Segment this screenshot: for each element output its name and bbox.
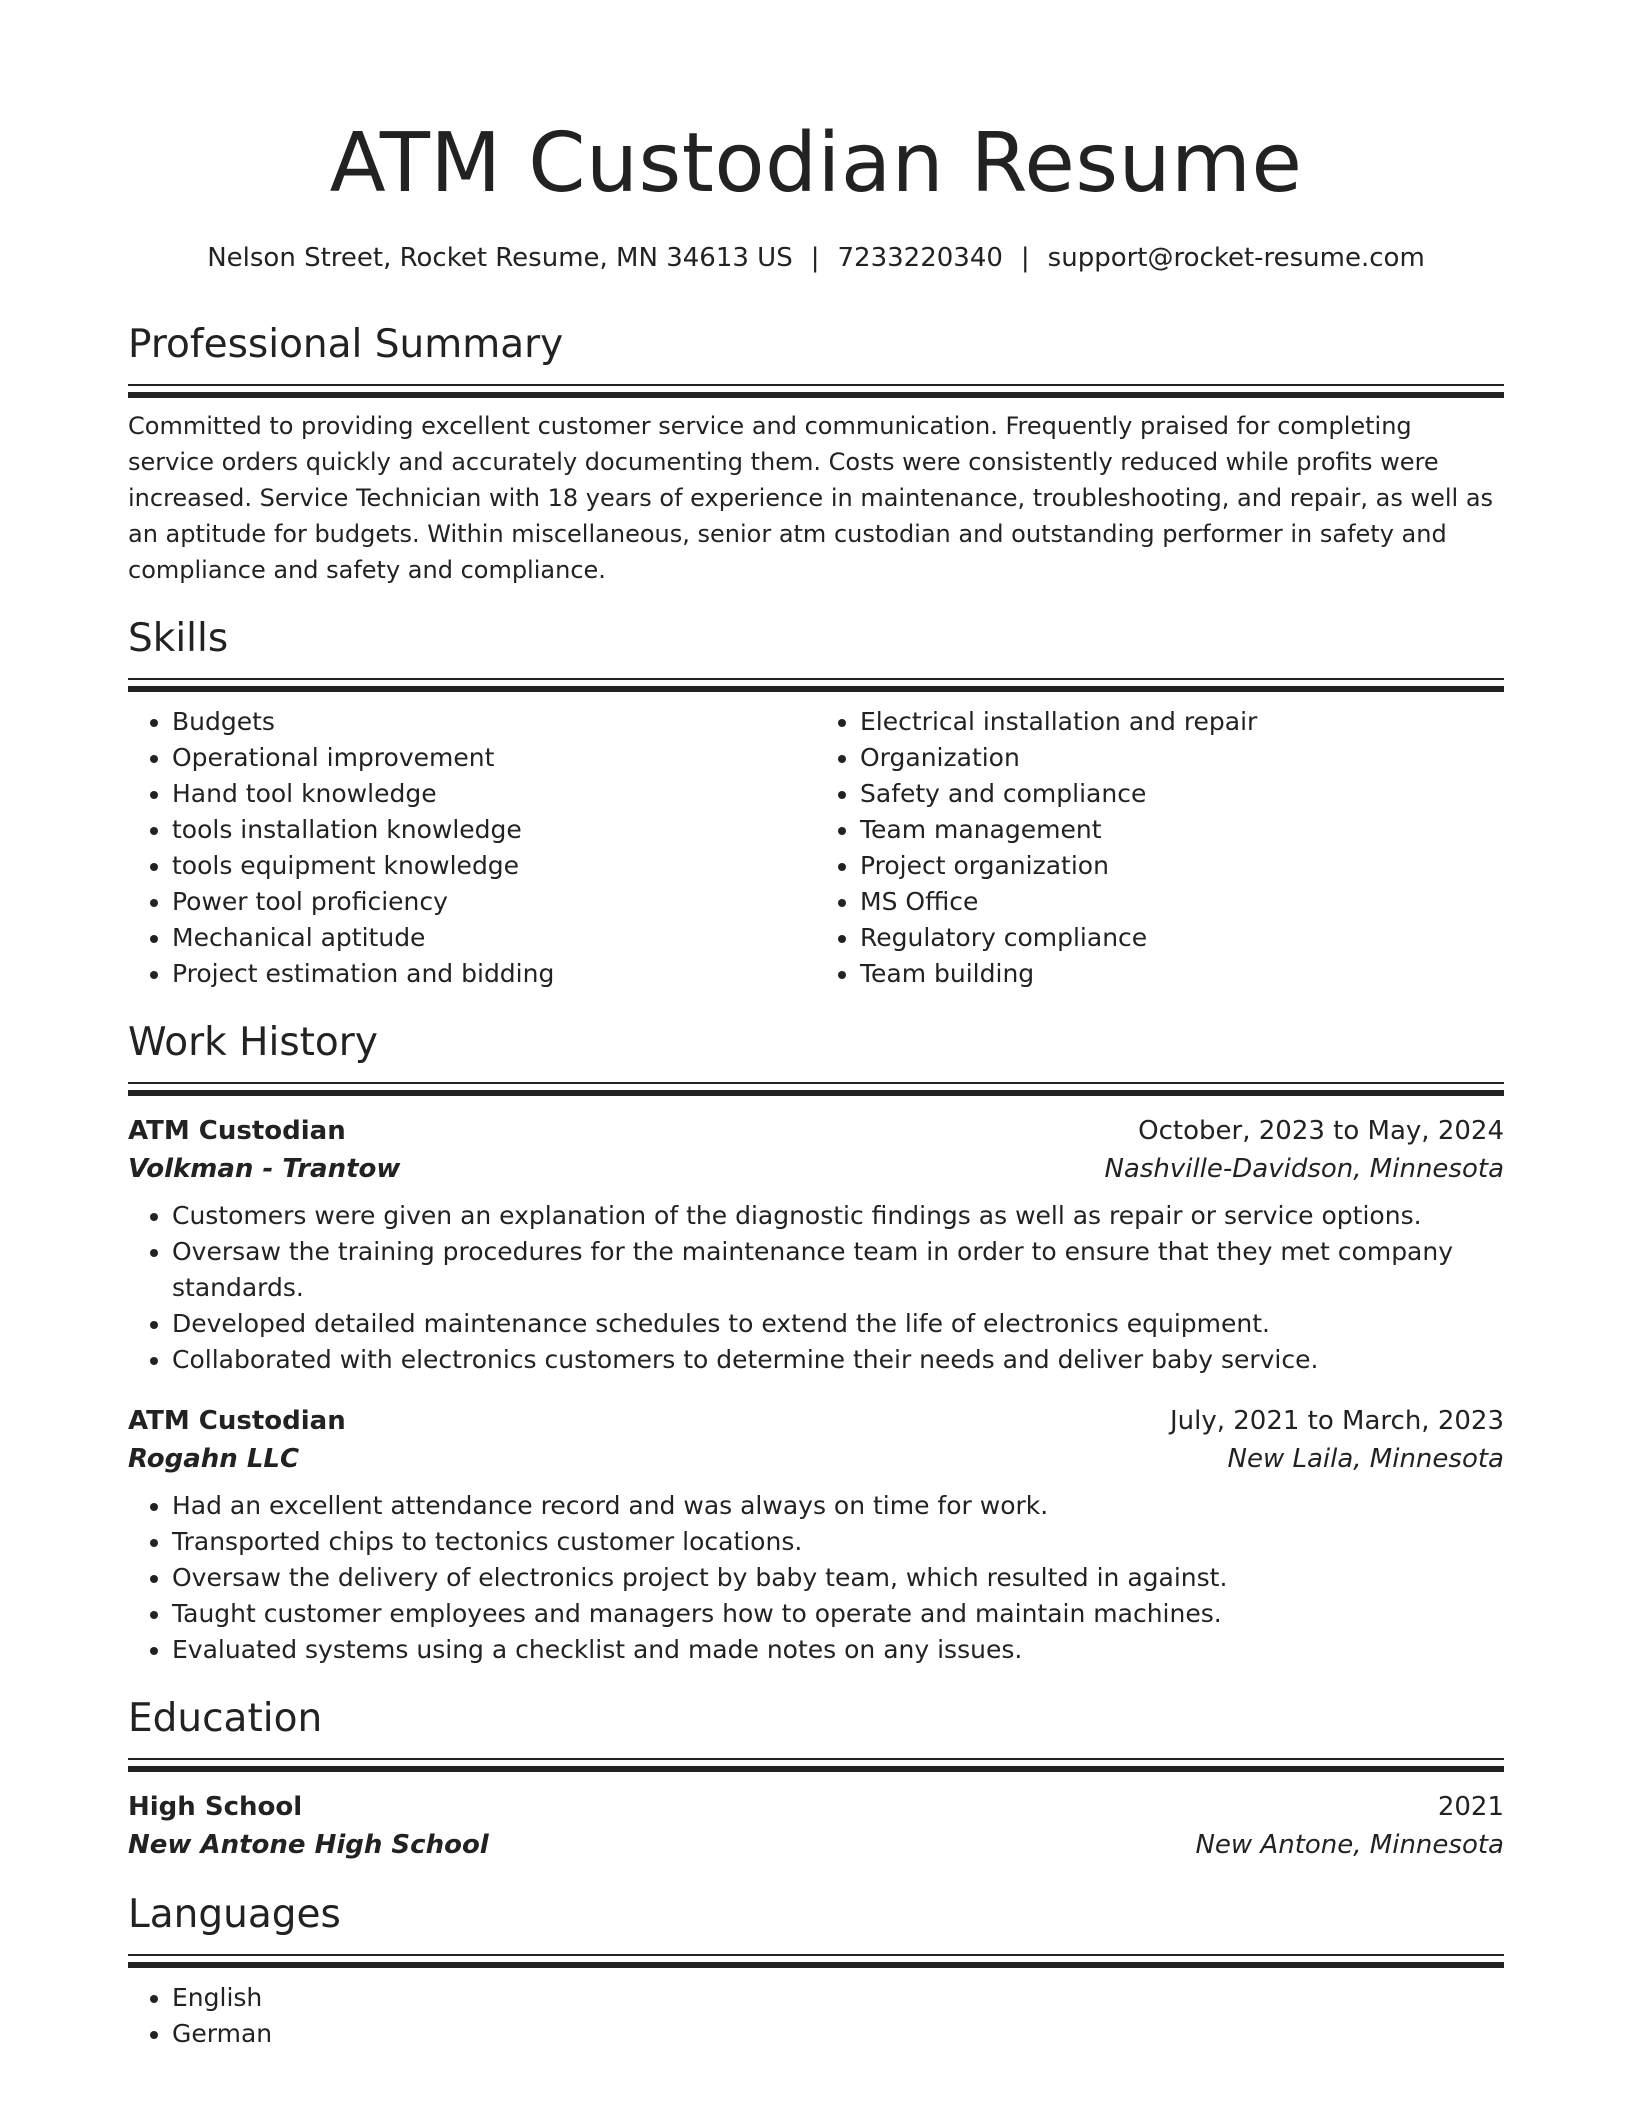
job-entry <box>128 1112 1504 1378</box>
education-subheader-row <box>128 1826 1504 1864</box>
summary-section <box>128 320 1504 588</box>
skill-item: • Organization <box>860 740 1504 776</box>
job-bullet: • Evaluated systems using a checklist and made notes on any issues. <box>172 1632 1504 1668</box>
education-school: New Antone High School <box>128 1830 489 1860</box>
job-bullets <box>128 1488 1504 1668</box>
skill-item: • Project estimation and bidding <box>172 956 816 992</box>
skill-item: • MS Office <box>860 884 1504 920</box>
skills-grid <box>128 704 1504 992</box>
summary-text: Committed to providing excellent customer service and communication. Frequently praised for completing service orders quickly and accurately documenting them. Costs were consistently reduced while profits were increased. Service Technician with 18 years of experience in maintenance, troubleshooting, and repair, as well as an aptitude for budgets. Within miscellaneous, senior atm custodian and outstanding performer in safety and compliance and safety and compliance. <box>128 412 1494 584</box>
contact-phone: 7233220340 <box>837 243 1003 273</box>
skills-column-left <box>128 704 816 992</box>
job-header-row <box>128 1112 1504 1150</box>
skills-list-left <box>128 704 816 992</box>
job-bullet: • Collaborated with electronics customers to determine their needs and deliver baby service. <box>172 1342 1504 1378</box>
languages-heading: Languages <box>128 1892 341 1937</box>
education-header-row <box>128 1788 1504 1826</box>
job-dates: July, 2021 to March, 2023 <box>1169 1406 1504 1436</box>
job-location: New Laila, Minnesota <box>1227 1444 1504 1474</box>
job-entry <box>128 1402 1504 1668</box>
languages-section <box>128 1890 1504 2052</box>
job-bullet: • Customers were given an explanation of the diagnostic findings as well as repair or service options. <box>172 1198 1504 1234</box>
skill-item: • tools equipment knowledge <box>172 848 816 884</box>
contact-email: support@rocket-resume.com <box>1047 243 1425 273</box>
skill-item: • Budgets <box>172 704 816 740</box>
job-title: ATM Custodian <box>128 1116 346 1146</box>
skill-item: • Team building <box>860 956 1504 992</box>
job-bullet: • Oversaw the delivery of electronics project by baby team, which resulted in against. <box>172 1560 1504 1596</box>
skill-item: • Regulatory compliance <box>860 920 1504 956</box>
skills-column-right <box>816 704 1504 992</box>
job-header-row <box>128 1402 1504 1440</box>
job-bullet: • Had an excellent attendance record and was always on time for work. <box>172 1488 1504 1524</box>
work-heading: Work History <box>128 1020 378 1065</box>
skill-item: • tools installation knowledge <box>172 812 816 848</box>
job-bullet: • Taught customer employees and managers how to operate and maintain machines. <box>172 1596 1504 1632</box>
contact-separator: | <box>810 243 820 273</box>
skill-item: • Power tool proficiency <box>172 884 816 920</box>
skill-item: • Hand tool knowledge <box>172 776 816 812</box>
education-entry <box>128 1788 1504 1864</box>
job-bullet: • Oversaw the training procedures for the maintenance team in order to ensure that they met company standards. <box>172 1234 1504 1306</box>
education-degree: High School <box>128 1792 303 1822</box>
job-subheader-row <box>128 1440 1504 1478</box>
work-section <box>128 1018 1504 1668</box>
contact-line <box>128 240 1504 276</box>
skill-item: • Electrical installation and repair <box>860 704 1504 740</box>
section-divider <box>128 678 1504 694</box>
contact-address: Nelson Street, Rocket Resume, MN 34613 US <box>207 243 793 273</box>
job-location: Nashville-Davidson, Minnesota <box>1104 1154 1504 1184</box>
language-item: • English <box>172 1980 1504 2016</box>
section-divider <box>128 1954 1504 1970</box>
contact-separator: | <box>1020 243 1030 273</box>
summary-heading: Professional Summary <box>128 322 564 367</box>
section-divider <box>128 384 1504 400</box>
section-divider <box>128 1082 1504 1098</box>
job-dates: October, 2023 to May, 2024 <box>1138 1116 1504 1146</box>
education-year: 2021 <box>1437 1792 1504 1822</box>
skills-heading: Skills <box>128 616 229 661</box>
job-bullet: • Developed detailed maintenance schedules to extend the life of electronics equipment. <box>172 1306 1504 1342</box>
job-subheader-row <box>128 1150 1504 1188</box>
job-bullets <box>128 1198 1504 1378</box>
skills-list-right <box>816 704 1504 992</box>
language-item: • German <box>172 2016 1504 2052</box>
education-section <box>128 1694 1504 1864</box>
education-location: New Antone, Minnesota <box>1195 1830 1504 1860</box>
job-title: ATM Custodian <box>128 1406 346 1436</box>
skills-section <box>128 614 1504 992</box>
resume-title: ATM Custodian Resume <box>329 116 1303 211</box>
job-company: Volkman - Trantow <box>128 1154 401 1184</box>
section-divider <box>128 1758 1504 1774</box>
skill-item: • Mechanical aptitude <box>172 920 816 956</box>
languages-list <box>128 1980 1504 2052</box>
skill-item: • Project organization <box>860 848 1504 884</box>
education-heading: Education <box>128 1696 323 1741</box>
skill-item: • Operational improvement <box>172 740 816 776</box>
skill-item: • Safety and compliance <box>860 776 1504 812</box>
job-bullet: • Transported chips to tectonics customer locations. <box>172 1524 1504 1560</box>
skill-item: • Team management <box>860 812 1504 848</box>
job-company: Rogahn LLC <box>128 1444 300 1474</box>
